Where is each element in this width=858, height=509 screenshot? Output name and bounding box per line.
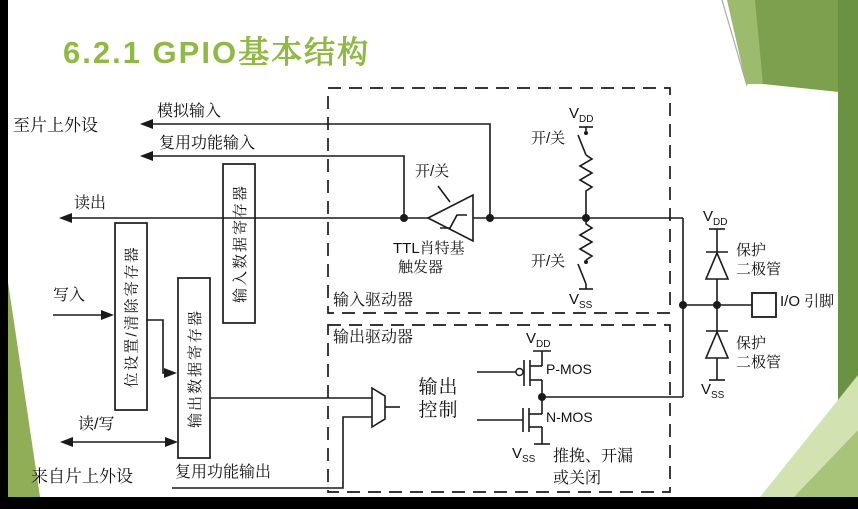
circuit-lines [53,124,752,488]
bit-set-clear-register-box [115,223,147,410]
protection-diode-bottom-line2: 二极管 [736,354,782,371]
schmitt-name-line2: 触发器 [398,259,444,276]
protection-diode-bottom-line1: 保护 [736,335,767,352]
io-pad-square [752,293,776,317]
pad-vdd-label: $V_{DD}$ [703,208,728,228]
pull-vss-label: $V_{SS}$ [569,291,593,311]
input-data-register-label: 输入数据寄存器 [231,183,249,304]
pulldown-switch-label: 开/关 [531,253,566,270]
page-title: 6.2.1 GPIO基本结构 [63,35,371,70]
drive-mode-line1: 推挽、开漏 [553,448,634,465]
output-data-register-box [178,278,210,458]
label-from-chip-peripherals: 来自片上外设 [31,467,133,486]
output-control-box-label: 输出 控制 [418,377,459,421]
schmitt-switch-label: 开/关 [415,163,450,180]
protection-diode-top-line2: 二极管 [736,261,782,278]
input-data-register-box [223,164,255,323]
output-data-register-label: 输出数据寄存器 [186,308,204,428]
protection-diode-bottom-symbol [706,332,728,358]
io-pin-label: I/O 引脚 [780,293,835,310]
bit-set-clear-register-label: 位设置/清除寄存器 [123,245,141,388]
pmos-gate-bubble [516,369,523,376]
input-driver-section-label: 输入驱动器 [333,292,414,309]
label-alternate-function-input: 复用功能输入 [159,135,256,152]
pullup-switch-label: 开/关 [531,130,566,147]
schmitt-trigger-symbol [428,195,473,241]
label-analog-input: 模拟输入 [157,103,222,120]
pull-vdd-label: $V_{DD}$ [569,105,594,125]
nmos-vss-label: $V_{SS}$ [512,445,536,465]
input-driver-dashed-box [328,88,670,313]
schmitt-name-line1: TTL肖特基 [393,240,465,257]
label-to-chip-peripherals: 至片上外设 [13,116,98,135]
label-write-in: 写入 [53,287,86,304]
pmos-vdd-label: $V_{DD}$ [526,330,551,350]
label-read-out: 读出 [74,195,107,212]
drive-mode-line2: 或关闭 [553,470,602,487]
output-driver-section-label: 输出驱动器 [333,329,414,346]
protection-diode-top-line1: 保护 [736,242,767,259]
pad-vss-label: $V_{SS}$ [701,381,725,401]
mux-symbol [372,388,385,427]
protection-diode-top-symbol [706,253,728,279]
junction-dots [400,131,721,401]
nmos-label: N-MOS [546,409,593,425]
label-read-write: 读/写 [78,416,115,433]
label-alternate-function-output: 复用功能输出 [175,464,272,481]
pmos-label: P-MOS [546,361,592,377]
